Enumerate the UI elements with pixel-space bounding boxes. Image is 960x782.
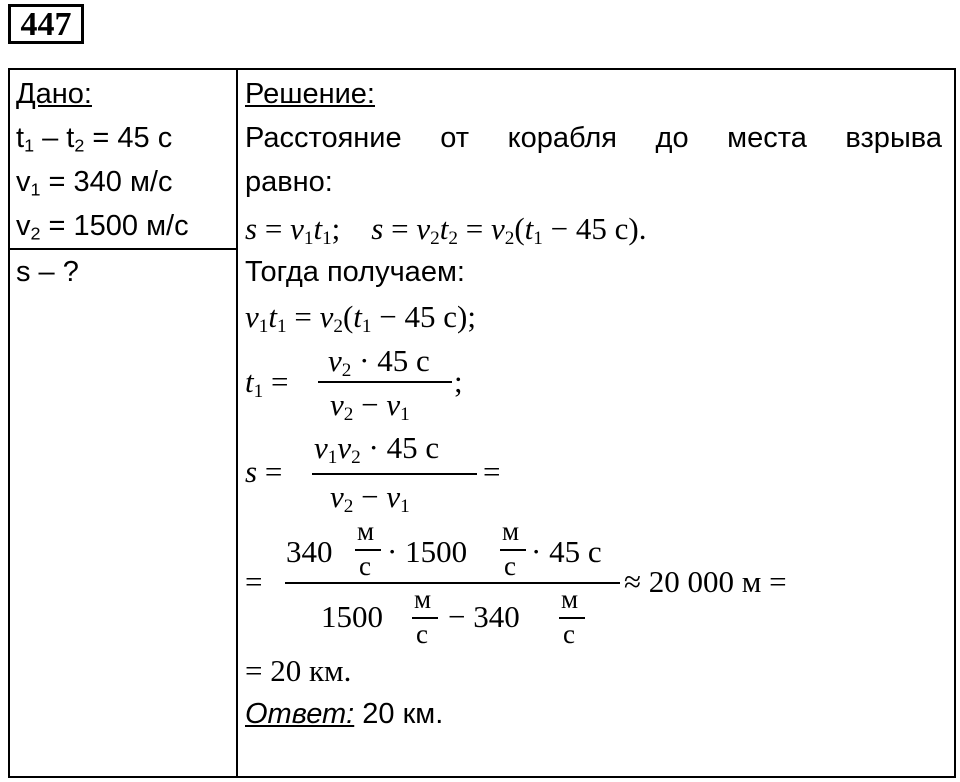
given-speed-sound-air: $v_1 = 340$ м/с bbox=[16, 166, 173, 200]
solution-header: Решение: bbox=[245, 78, 375, 110]
given-speed-sound-water: $v_2 = 1500$ м/с bbox=[16, 210, 189, 244]
distance-equations: $s = v_1t_1$; $s = v_2t_2 = v_2(t_1 - 45$ c). bbox=[245, 211, 647, 249]
column-divider bbox=[236, 68, 238, 778]
problem-number: 447 bbox=[8, 4, 84, 44]
answer-value: 20 км. bbox=[354, 698, 444, 730]
solution-then: Тогда получаем: bbox=[245, 256, 465, 288]
solution-intro-line2: равно: bbox=[245, 166, 333, 198]
find-quantity: s – ? bbox=[16, 256, 79, 288]
given-header: Дано: bbox=[16, 78, 92, 110]
solution-intro-line1: Расстояние от корабля до места взрыва bbox=[245, 122, 942, 154]
given-time-difference: $t_1 - t_2 = 45$ с bbox=[16, 122, 173, 156]
answer-label: Ответ: bbox=[245, 698, 355, 730]
given-find-divider bbox=[8, 248, 237, 250]
equation-result-km: = 20 км. bbox=[245, 653, 352, 688]
equation-equal-distances: $v_1t_1 = v_2(t_1 - 45$ c); bbox=[245, 299, 476, 337]
answer-line bbox=[245, 700, 443, 729]
